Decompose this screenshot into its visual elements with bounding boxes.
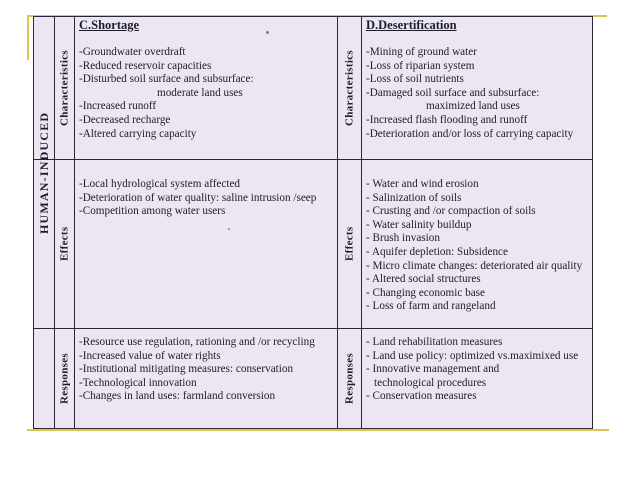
list-item: - Aquifer depletion: Subsidence	[366, 245, 508, 258]
classification-table	[33, 16, 593, 429]
list-item: -Loss of soil nutrients	[366, 73, 464, 86]
list-item: - Loss of farm and rangeland	[366, 300, 496, 313]
list-item: -Technological innovation	[79, 376, 197, 389]
list-item: -Deterioration and/or loss of carrying capacity	[366, 127, 574, 140]
list-item: - Land use policy: optimized vs.maximixed use	[366, 349, 579, 362]
list-item: -Groundwater overdraft	[79, 46, 186, 58]
list-item: -Damaged soil surface and subsurface:	[366, 86, 540, 99]
list-item: - Water salinity buildup	[366, 218, 472, 231]
row-divider-2	[34, 328, 592, 329]
list-item: moderate land uses	[157, 86, 243, 99]
list-item: -Increased runoff	[79, 100, 157, 113]
scan-speck	[266, 31, 269, 34]
list-item: - Land rehabilitation measures	[366, 336, 503, 348]
desertification-characteristics	[366, 46, 573, 141]
row-label-effects-right: Effects	[343, 226, 356, 262]
list-item: -Loss of riparian system	[366, 59, 475, 72]
list-item: - Salinization of soils	[366, 191, 462, 204]
desertification-effects	[366, 178, 582, 314]
list-item: -Increased value of water rights	[79, 349, 221, 362]
list-item: -Decreased recharge	[79, 113, 171, 126]
list-item: technological procedures	[374, 376, 487, 389]
list-item: - Conservation measures	[366, 390, 477, 403]
shortage-column-title: C.Shortage	[79, 18, 140, 32]
list-item: - Brush invasion	[366, 232, 440, 245]
row-label-responses-left: Responses	[58, 353, 71, 404]
list-item: -Mining of ground water	[366, 46, 477, 58]
list-item: -Resource use regulation, rationing and /or recycling	[79, 336, 315, 348]
list-item: maximized land uses	[426, 100, 520, 113]
list-item: -Increased flash flooding and runoff	[366, 113, 528, 126]
shortage-effects	[79, 178, 316, 219]
scan-speck	[228, 228, 230, 230]
list-item: - Innovative management and	[366, 363, 500, 376]
row-label-characteristics-left: Characteristics	[58, 50, 71, 126]
list-item: -Altered carrying capacity	[79, 127, 197, 140]
list-item: -Disturbed soil surface and subsurface:	[79, 73, 254, 86]
desertification-responses	[366, 336, 578, 404]
desertification-column-title: D.Desertification	[366, 18, 457, 32]
category-label: HUMAN-INDUCED	[37, 111, 51, 234]
row-divider-1	[34, 159, 592, 160]
list-item: -Changes in land uses: farmland conversion	[79, 390, 276, 403]
list-item: -Deterioration of water quality: saline intrusion /seep	[79, 191, 317, 204]
list-item: -Competition among water users	[79, 205, 226, 218]
row-label-responses-right: Responses	[343, 353, 356, 404]
row-label-effects-left: Effects	[58, 226, 71, 262]
shortage-characteristics	[79, 46, 254, 141]
middle-column-divider	[337, 17, 338, 428]
list-item: - Micro climate changes: deteriorated air quality	[366, 259, 583, 272]
list-item: -Institutional mitigating measures: conservation	[79, 363, 294, 376]
list-item: - Crusting and /or compaction of soils	[366, 205, 536, 218]
row-label-column-divider	[74, 17, 75, 428]
list-item: - Altered social structures	[366, 273, 481, 286]
list-item: - Changing economic base	[366, 286, 485, 299]
list-item: -Reduced reservoir capacities	[79, 59, 212, 72]
bottom-accent-rule	[27, 429, 609, 431]
row-label-characteristics-right: Characteristics	[343, 50, 356, 126]
left-accent-rule	[27, 15, 29, 60]
right-label-column-divider	[361, 17, 362, 428]
list-item: - Water and wind erosion	[366, 178, 479, 190]
shortage-responses	[79, 336, 315, 404]
list-item: -Local hydrological system affected	[79, 178, 241, 190]
